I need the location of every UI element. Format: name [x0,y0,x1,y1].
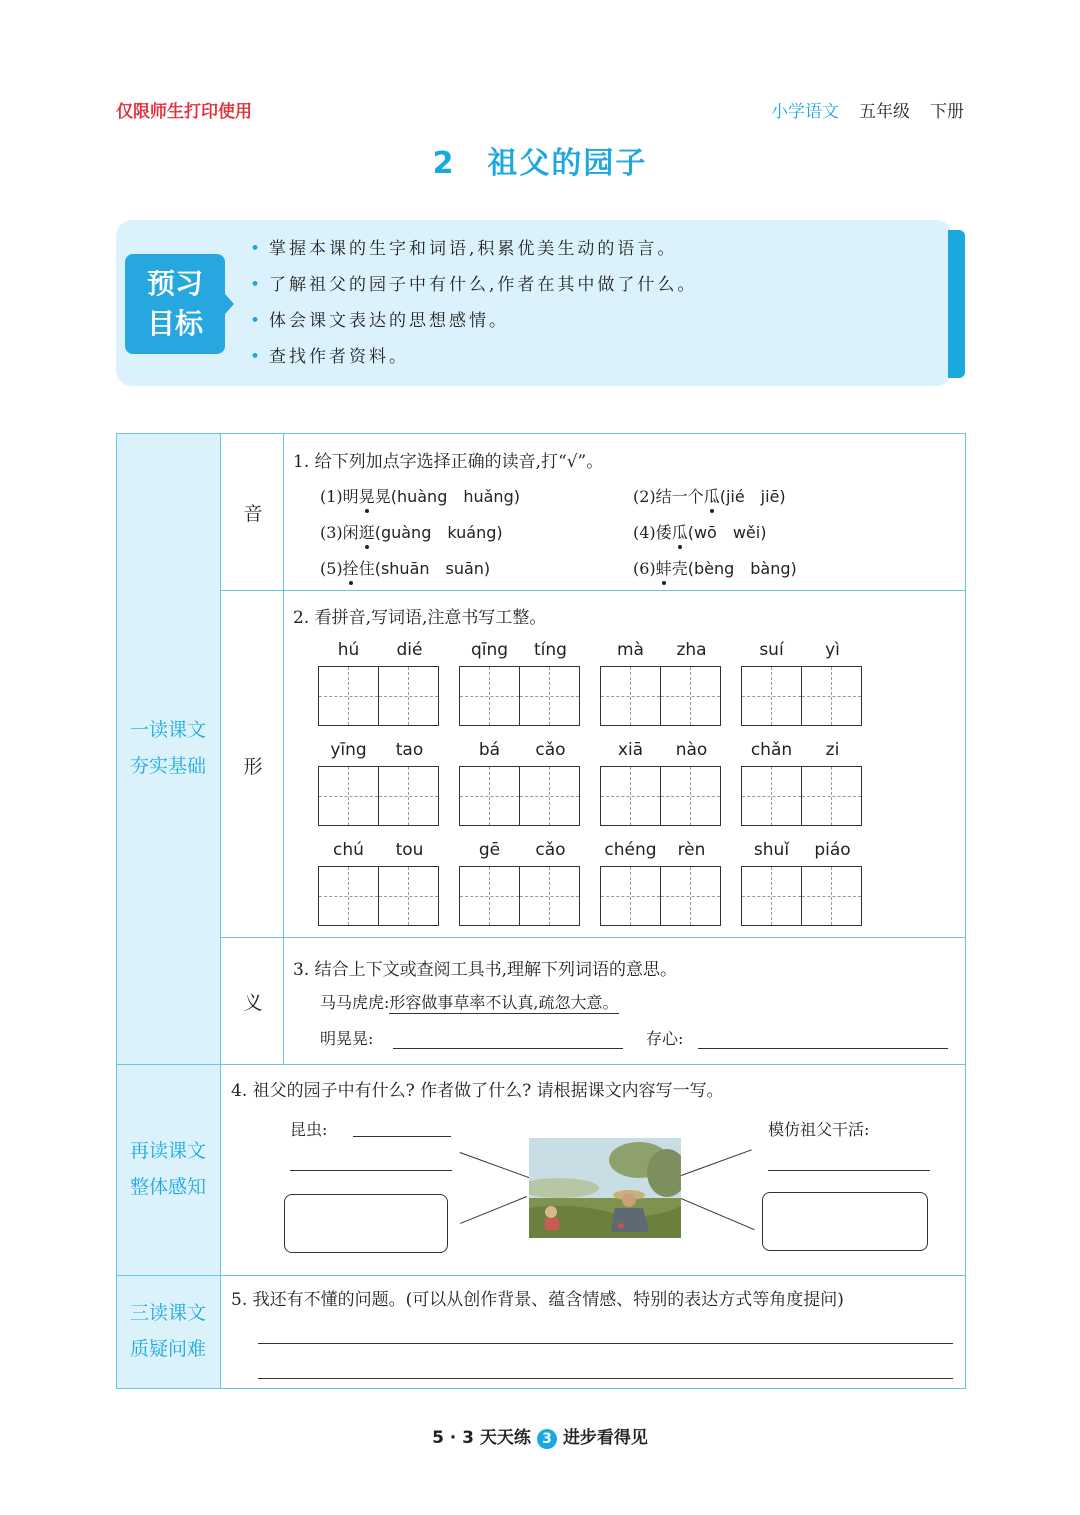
tianzige-boxes [600,766,721,826]
blank-2-label: 存心: [646,1029,684,1048]
writing-box[interactable] [742,767,801,825]
connector-line [681,1149,752,1176]
writing-word [741,740,863,826]
example-word: 马马虎虎: [320,993,390,1012]
writing-word [318,840,440,926]
row-divider-second-stage [116,1275,966,1276]
pinyin-choices: (bèng bàng) [687,559,797,578]
pinyin-row [318,640,440,662]
objectives-label-line2: 目标 [146,307,203,340]
tianzige-boxes [459,866,580,926]
pinyin-choices: (jié jiē) [719,487,786,506]
pinyin-row [600,740,722,762]
option-text: 结一个 [655,487,704,506]
reading-option[interactable] [320,484,520,507]
writing-box[interactable] [460,867,519,925]
tianzige-boxes [741,766,862,826]
pinyin-syllable: cǎo [535,840,566,860]
reading-option[interactable] [320,520,503,543]
option-text: 明 [342,487,359,506]
tianzige-boxes [318,866,439,926]
imitate-label: 模仿祖父干活: [768,1120,870,1139]
pinyin-row [741,740,863,762]
connector-line [681,1198,755,1230]
stage-second-line1: 再读课文 [129,1140,206,1162]
pinyin-syllable: yīng [330,740,367,760]
option-text: 壳 [671,559,688,578]
writing-box[interactable] [460,767,519,825]
question-3-text: 3. 结合上下文或查阅工具书,理解下列词语的意思。 [293,960,678,980]
reading-option[interactable] [320,556,490,579]
writing-box[interactable] [801,667,861,725]
pinyin-syllable: bá [478,740,501,760]
writing-box[interactable] [378,667,438,725]
blank-1-label: 明晃晃: [320,1029,374,1048]
pinyin-syllable: xiā [617,740,644,760]
reading-option[interactable] [633,556,797,579]
writing-word [741,640,863,726]
pinyin-syllable: chéng [604,840,657,860]
blank-1-line[interactable] [393,1048,623,1049]
grandfather-garden-illustration [529,1138,681,1238]
reading-option[interactable] [633,520,766,543]
objectives-list [250,236,697,380]
writing-box[interactable] [519,667,579,725]
objective-item: • 掌握本课的生字和词语,积累优美生动的语言。 [250,236,697,272]
footer-brand: 5 · 3 天天练 [432,1428,531,1448]
objectives-pointer [225,294,234,314]
option-text: 闲 [342,523,359,542]
pinyin-row [600,640,722,662]
table-border-left [116,433,117,1388]
tianzige-boxes [741,866,862,926]
writing-word [459,740,581,826]
writing-box[interactable] [660,867,720,925]
writing-box[interactable] [378,767,438,825]
sub-label-divider [283,433,284,1064]
sub-label-meaning: 义 [243,992,263,1014]
tianzige-boxes [459,766,580,826]
right-answer-box[interactable] [762,1192,928,1251]
question-4-text: 4. 祖父的园子中有什么? 作者做了什么? 请根据课文内容写一写。 [231,1081,724,1101]
subject-label: 小学语文 [771,102,839,122]
book-info [771,97,964,122]
pinyin-row [318,840,440,862]
writing-box[interactable] [519,767,579,825]
answer-line[interactable] [258,1378,953,1379]
row-divider-shape [220,937,966,938]
footer-number-badge: 3 [537,1429,557,1449]
example-answer: 形容做事草率不认真,疏忽大意。 [389,993,619,1012]
table-border-top [116,433,966,434]
writing-box[interactable] [601,867,660,925]
pinyin-syllable: chǎn [750,740,793,760]
question-1-text: 1. 给下列加点字选择正确的读音,打“√”。 [293,452,604,472]
dotted-character: 晃 [358,487,375,506]
stage-third-line2: 质疑问难 [129,1338,206,1360]
right-blank-line[interactable] [768,1170,930,1171]
pinyin-syllable: zha [676,640,707,660]
dotted-character: 蚌 [655,559,672,578]
writing-box[interactable] [519,867,579,925]
objectives-side-bar [948,230,965,378]
insects-label: 昆虫: [290,1120,328,1139]
writing-box[interactable] [660,767,720,825]
pinyin-syllable: mà [617,640,644,660]
connector-line [460,1152,532,1179]
option-text: (6) [633,559,656,578]
option-text: 晃 [374,487,391,506]
option-text: (5) [320,559,343,578]
writing-box[interactable] [319,867,378,925]
writing-word [318,740,440,826]
objectives-label [125,254,225,354]
writing-word [318,640,440,726]
row-divider-sound [220,590,966,591]
footer [0,1423,1080,1449]
option-text: (1) [320,487,343,506]
tianzige-boxes [741,666,862,726]
pinyin-syllable: nào [675,740,708,760]
writing-word [600,840,722,926]
stage-second-label [116,1133,220,1205]
stage-second-line2: 整体感知 [129,1176,206,1198]
option-text: 住 [358,559,375,578]
pinyin-syllable: tíng [534,640,567,660]
question-5-text: 5. 我还有不懂的问题。(可以从创作背景、蕴含情感、特别的表达方式等角度提问) [231,1290,844,1310]
pinyin-syllable: piáo [814,840,851,860]
writing-box[interactable] [801,867,861,925]
writing-box[interactable] [660,667,720,725]
example-row [320,990,619,1013]
pinyin-row [741,640,863,662]
writing-word [459,640,581,726]
grade-label: 五年级 [859,102,910,122]
pinyin-syllable: qīng [470,640,509,660]
print-restriction-notice: 仅限师生打印使用 [116,102,252,122]
sub-label-shape: 形 [243,756,263,778]
tianzige-boxes [318,766,439,826]
objective-item: • 查找作者资料。 [250,344,697,380]
table-border-right [965,433,966,1388]
pinyin-choices: (shuān suān) [374,559,491,578]
pinyin-row [459,640,581,662]
dotted-character: 瓜 [703,487,720,506]
option-text: (3) [320,523,343,542]
tianzige-boxes [600,866,721,926]
question-2-text: 2. 看拼音,写词语,注意书写工整。 [293,608,547,628]
writing-box[interactable] [801,767,861,825]
volume-label: 下册 [930,102,964,122]
stage-first-label [116,712,220,784]
pinyin-choices: (wō wěi) [687,523,767,542]
pinyin-row [459,740,581,762]
blank-2-line[interactable] [698,1048,948,1049]
writing-box[interactable] [601,667,660,725]
writing-box[interactable] [742,667,801,725]
pinyin-choices: (guàng kuáng) [374,523,503,542]
tianzige-boxes [318,666,439,726]
connector-line [460,1196,527,1224]
reading-option[interactable] [633,484,786,507]
pinyin-row [600,840,722,862]
footer-slogan: 进步看得见 [562,1428,648,1448]
illustration-svg [529,1138,681,1238]
option-text: (4) [633,523,656,542]
tianzige-boxes [600,666,721,726]
pinyin-row [318,740,440,762]
pinyin-syllable: zi [825,740,840,760]
left-answer-box[interactable] [284,1194,448,1253]
objective-item: • 了解祖父的园子中有什么,作者在其中做了什么。 [250,272,697,308]
writing-box[interactable] [460,667,519,725]
row-divider-first-stage [116,1064,966,1065]
stage-first-line1: 一读课文 [129,719,206,741]
objectives-label-line1: 预习 [146,267,203,300]
option-text: 倭 [655,523,672,542]
option-text: (2) [633,487,656,506]
dotted-character: 拴 [342,559,359,578]
writing-box[interactable] [742,867,801,925]
pinyin-syllable: hú [337,640,360,660]
writing-word [600,640,722,726]
pinyin-syllable: tou [395,840,424,860]
stage-third-label [116,1295,220,1367]
pinyin-syllable: gē [478,840,501,860]
sub-label-sound: 音 [243,503,263,525]
left-blank-line[interactable] [290,1170,452,1171]
pinyin-syllable: shuǐ [753,840,790,860]
writing-word [459,840,581,926]
pinyin-syllable: suí [759,640,784,660]
writing-box[interactable] [601,767,660,825]
writing-word [741,840,863,926]
pinyin-choices: (huàng huǎng) [390,487,520,506]
pinyin-syllable: dié [396,640,423,660]
pinyin-syllable: tao [395,740,424,760]
pinyin-syllable: chú [333,840,364,860]
writing-word [600,740,722,826]
pinyin-syllable: rèn [677,840,706,860]
objective-item: • 体会课文表达的思想感情。 [250,308,697,344]
lesson-title: 2 祖父的园子 [432,146,648,181]
stage-first-line2: 夯实基础 [129,755,206,777]
insects-blank[interactable] [353,1136,451,1137]
dotted-character: 逛 [358,523,375,542]
stage-divider [220,433,221,1388]
writing-box[interactable] [319,767,378,825]
writing-box[interactable] [319,667,378,725]
dotted-character: 瓜 [671,523,688,542]
stage-third-line1: 三读课文 [129,1302,206,1324]
tianzige-boxes [459,666,580,726]
pinyin-row [741,840,863,862]
answer-line[interactable] [258,1343,953,1344]
writing-box[interactable] [378,867,438,925]
pinyin-row [459,840,581,862]
pinyin-syllable: cǎo [535,740,566,760]
pinyin-syllable: yì [825,640,840,660]
table-border-bottom [116,1388,966,1389]
